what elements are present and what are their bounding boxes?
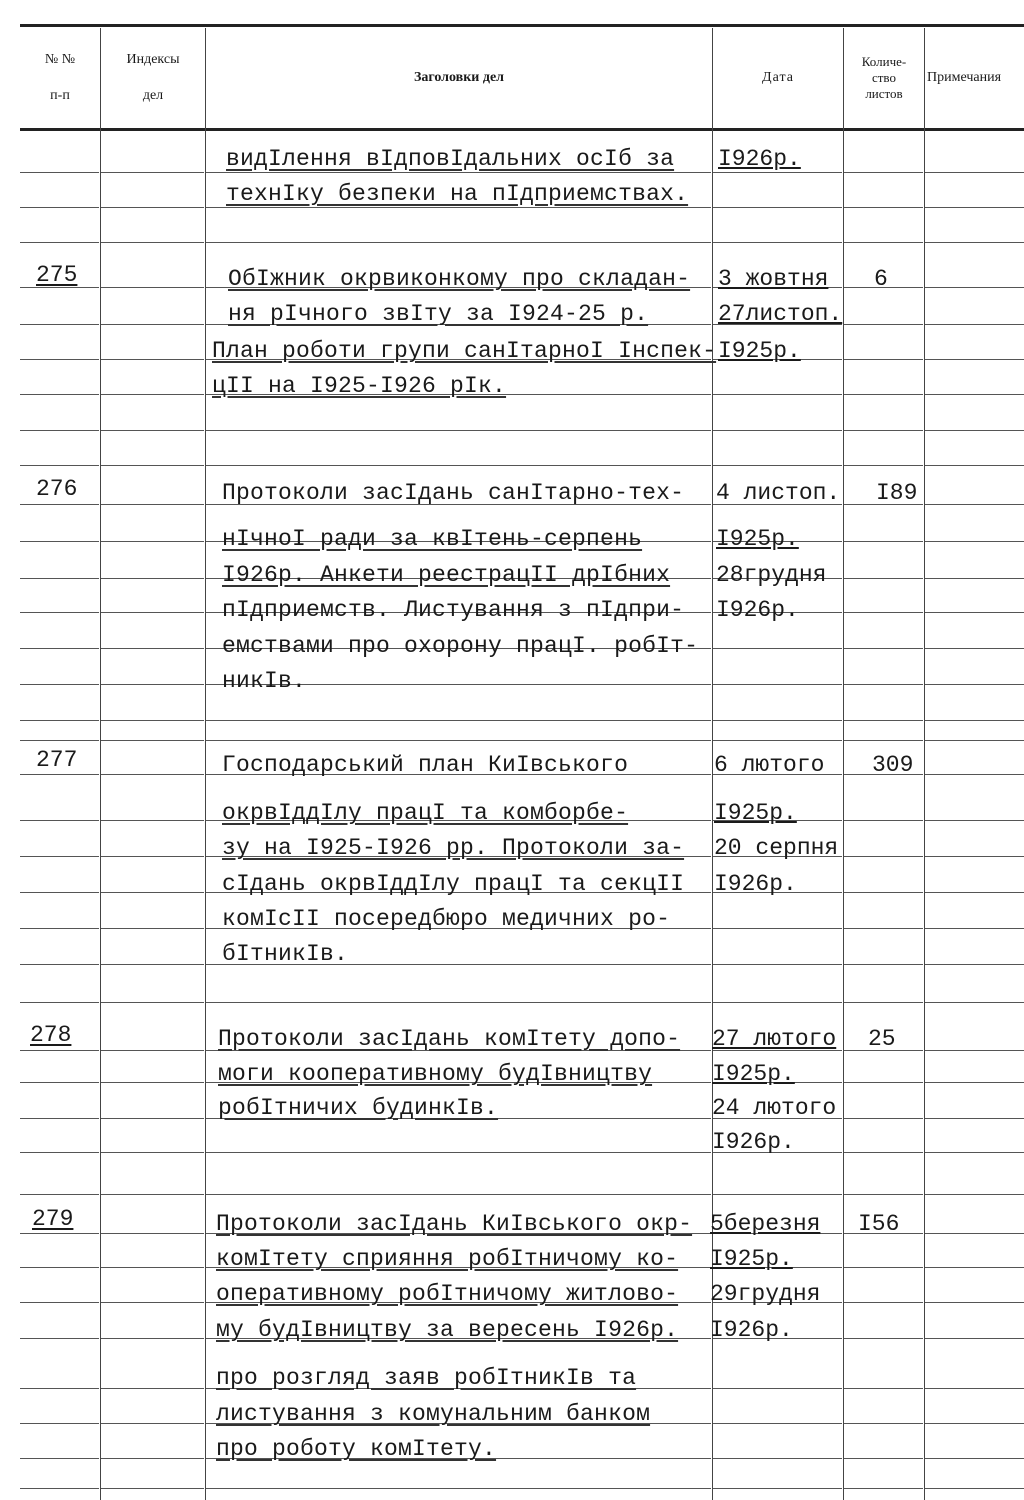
entry-date: I925р. bbox=[718, 338, 801, 364]
ruled-line bbox=[101, 359, 204, 360]
ruled-line bbox=[101, 892, 204, 893]
ruled-line bbox=[20, 1388, 99, 1389]
entry-date: 24 лютого bbox=[712, 1095, 837, 1121]
ruled-line bbox=[844, 1267, 923, 1268]
ruled-line bbox=[206, 207, 711, 208]
ruled-line bbox=[101, 612, 204, 613]
ruled-line bbox=[925, 648, 1024, 649]
ruled-line bbox=[844, 1118, 923, 1119]
ruled-line bbox=[925, 172, 1024, 173]
ruled-line bbox=[844, 1152, 923, 1153]
ruled-line bbox=[925, 964, 1024, 965]
column-divider bbox=[843, 28, 844, 1500]
entry-date: I925р. bbox=[710, 1246, 793, 1272]
entry-title-line: листування з комунальним банком bbox=[216, 1401, 651, 1427]
ruled-line bbox=[20, 774, 99, 775]
ruled-line bbox=[713, 648, 842, 649]
ruled-line bbox=[206, 740, 711, 741]
entry-date: I925р. bbox=[714, 800, 797, 826]
ruled-line bbox=[20, 1338, 99, 1339]
header-index-column bbox=[101, 28, 205, 128]
header-title-label: Заголовки дел bbox=[413, 70, 505, 85]
header-notes-label: Примечания bbox=[927, 70, 1002, 85]
ruled-line bbox=[206, 465, 711, 466]
ruled-line bbox=[101, 856, 204, 857]
ruled-line bbox=[925, 1002, 1024, 1003]
ruled-line bbox=[20, 394, 99, 395]
ruled-line bbox=[20, 648, 99, 649]
ruled-line bbox=[844, 1458, 923, 1459]
ruled-line bbox=[20, 172, 99, 173]
header-number-label: № № bbox=[44, 52, 76, 67]
ruled-line bbox=[20, 1423, 99, 1424]
ruled-line bbox=[101, 578, 204, 579]
ruled-line bbox=[713, 720, 842, 721]
ruled-line bbox=[101, 1002, 204, 1003]
ruled-line bbox=[713, 928, 842, 929]
entry-title-line: му будIвництву за вересень I926р. bbox=[216, 1317, 679, 1343]
ruled-line bbox=[20, 1082, 99, 1083]
ruled-line bbox=[925, 1338, 1024, 1339]
continuation-line: видIлення вIдповIдальних осIб за bbox=[226, 146, 675, 172]
ruled-line bbox=[713, 1488, 842, 1489]
ruled-line bbox=[20, 1233, 99, 1234]
ruled-line bbox=[101, 430, 204, 431]
ruled-line bbox=[925, 740, 1024, 741]
ruled-line bbox=[844, 684, 923, 685]
entry-number: 278 bbox=[30, 1022, 72, 1048]
ruled-line bbox=[101, 172, 204, 173]
ruled-line bbox=[713, 465, 842, 466]
ruled-line bbox=[925, 1152, 1024, 1153]
ruled-line bbox=[101, 1118, 204, 1119]
ruled-line bbox=[844, 740, 923, 741]
ruled-line bbox=[20, 430, 99, 431]
entry-sheet-count: 6 bbox=[874, 266, 888, 292]
entry-title-line: про роботу комIтету. bbox=[216, 1436, 497, 1462]
ruled-line bbox=[844, 1302, 923, 1303]
ruled-line bbox=[20, 504, 99, 505]
ruled-line bbox=[20, 1194, 99, 1195]
ruled-line bbox=[844, 324, 923, 325]
ruled-line bbox=[925, 541, 1024, 542]
entry-sheet-count: 25 bbox=[868, 1026, 896, 1052]
ruled-line bbox=[844, 394, 923, 395]
ruled-line bbox=[925, 1302, 1024, 1303]
ruled-line bbox=[925, 287, 1024, 288]
ruled-line bbox=[20, 242, 99, 243]
ruled-line bbox=[844, 856, 923, 857]
ruled-line bbox=[101, 1194, 204, 1195]
entry-title-line: комIтету сприяння робIтничому ко- bbox=[216, 1246, 679, 1272]
ruled-line bbox=[20, 465, 99, 466]
entry-title-line: ня рIчного звIту за I924-25 р. bbox=[228, 301, 649, 327]
ruled-line bbox=[844, 1194, 923, 1195]
entry-date: I926р. bbox=[714, 871, 797, 897]
entry-title-line: моги кооперативному будIвництву bbox=[218, 1061, 653, 1087]
ruled-line bbox=[713, 1423, 842, 1424]
ruled-line bbox=[101, 1388, 204, 1389]
entry-date: 27 лютого bbox=[712, 1026, 837, 1052]
ruled-line bbox=[101, 928, 204, 929]
ruled-line bbox=[206, 430, 711, 431]
ruled-line bbox=[101, 964, 204, 965]
entry-title-line: Протоколи засIдань комIтету допо- bbox=[218, 1026, 681, 1052]
entry-number: 277 bbox=[36, 747, 78, 773]
ruled-line bbox=[713, 172, 842, 173]
header-count-label-3: листов bbox=[865, 86, 903, 101]
ruled-line bbox=[713, 394, 842, 395]
ruled-line bbox=[925, 1423, 1024, 1424]
ruled-line bbox=[844, 1388, 923, 1389]
ruled-line bbox=[101, 740, 204, 741]
ruled-line bbox=[925, 465, 1024, 466]
ruled-line bbox=[101, 648, 204, 649]
ruled-line bbox=[925, 207, 1024, 208]
ruled-line bbox=[925, 684, 1024, 685]
column-divider bbox=[100, 28, 101, 1500]
header-count-label-2: ство bbox=[871, 70, 896, 85]
ruled-line bbox=[101, 1458, 204, 1459]
ruled-line bbox=[713, 1002, 842, 1003]
header-number-column bbox=[20, 28, 100, 128]
ruled-line bbox=[925, 1233, 1024, 1234]
ruled-line bbox=[20, 1488, 99, 1489]
ruled-line bbox=[20, 359, 99, 360]
ruled-line bbox=[844, 648, 923, 649]
ruled-line bbox=[206, 242, 711, 243]
ruled-line bbox=[20, 1458, 99, 1459]
ruled-line bbox=[101, 820, 204, 821]
entry-date: I926р. bbox=[712, 1129, 795, 1155]
ruled-line bbox=[713, 1388, 842, 1389]
ruled-line bbox=[713, 684, 842, 685]
ruled-line bbox=[20, 1002, 99, 1003]
ruled-line bbox=[925, 1267, 1024, 1268]
ruled-line bbox=[101, 774, 204, 775]
header-bottom-rule bbox=[20, 128, 1024, 131]
ruled-line bbox=[20, 1118, 99, 1119]
ruled-line bbox=[925, 242, 1024, 243]
ruled-line bbox=[844, 242, 923, 243]
entry-title-line: емствами про охорону працI. робIт- bbox=[222, 633, 699, 659]
entry-date: I926р. bbox=[710, 1317, 793, 1343]
ruled-line bbox=[844, 612, 923, 613]
ruled-line bbox=[925, 928, 1024, 929]
entry-title-line: робIтничих будинкIв. bbox=[218, 1095, 499, 1121]
ruled-line bbox=[844, 541, 923, 542]
header-date-column bbox=[713, 28, 843, 128]
continuation-date: I926р. bbox=[718, 146, 801, 172]
column-divider bbox=[924, 28, 925, 1500]
ruled-line bbox=[101, 1338, 204, 1339]
entry-title-line: Господарський план КиIвського bbox=[222, 752, 629, 778]
ruled-line bbox=[20, 856, 99, 857]
ruled-line bbox=[844, 964, 923, 965]
ruled-line bbox=[101, 465, 204, 466]
ruled-line bbox=[925, 504, 1024, 505]
ruled-line bbox=[101, 324, 204, 325]
ruled-line bbox=[925, 612, 1024, 613]
entry-sheet-count: 309 bbox=[872, 752, 914, 778]
ruled-line bbox=[20, 578, 99, 579]
entry-number: 276 bbox=[36, 476, 78, 502]
entry-title-line: Протоколи засIдань КиIвського окр- bbox=[216, 1211, 693, 1237]
ruled-line bbox=[713, 207, 842, 208]
header-title-column bbox=[206, 28, 712, 128]
ruled-line bbox=[20, 541, 99, 542]
ruled-line bbox=[20, 1152, 99, 1153]
ruled-line bbox=[844, 1338, 923, 1339]
entry-date: 29грудня bbox=[710, 1281, 821, 1307]
column-divider bbox=[205, 28, 206, 1500]
ruled-line bbox=[101, 1050, 204, 1051]
entry-title-line: пIдприемств. Листування з пIдпри- bbox=[222, 597, 685, 623]
ruled-line bbox=[844, 1082, 923, 1083]
ruled-line bbox=[20, 684, 99, 685]
ruled-line bbox=[101, 1152, 204, 1153]
entry-title-line: комIсII посередбюро медичних ро- bbox=[222, 906, 671, 932]
ruled-line bbox=[844, 892, 923, 893]
ruled-line bbox=[713, 964, 842, 965]
ruled-line bbox=[20, 892, 99, 893]
ruled-line bbox=[713, 1458, 842, 1459]
ruled-line bbox=[925, 1458, 1024, 1459]
ruled-line bbox=[844, 172, 923, 173]
ruled-line bbox=[101, 287, 204, 288]
ruled-line bbox=[101, 1488, 204, 1489]
ruled-line bbox=[925, 430, 1024, 431]
entry-sheet-count: I56 bbox=[858, 1211, 900, 1237]
ruled-line bbox=[20, 207, 99, 208]
entry-date: 28грудня bbox=[716, 562, 827, 588]
ruled-line bbox=[713, 430, 842, 431]
ruled-line bbox=[20, 1267, 99, 1268]
ruled-line bbox=[20, 820, 99, 821]
entry-title-line: бIтникIв. bbox=[222, 941, 349, 967]
ruled-line bbox=[844, 928, 923, 929]
ruled-line bbox=[925, 1388, 1024, 1389]
ruled-line bbox=[925, 1050, 1024, 1051]
ruled-line bbox=[101, 394, 204, 395]
ruled-line bbox=[844, 1002, 923, 1003]
ruled-line bbox=[713, 1194, 842, 1195]
entry-title-line: Протоколи засIдань санIтарно-тех- bbox=[222, 480, 685, 506]
ruled-line bbox=[206, 1152, 711, 1153]
ruled-line bbox=[206, 1194, 711, 1195]
ruled-line bbox=[20, 1302, 99, 1303]
ruled-line bbox=[20, 720, 99, 721]
ruled-line bbox=[925, 1118, 1024, 1119]
ruled-line bbox=[101, 504, 204, 505]
entry-date: I925р. bbox=[716, 526, 799, 552]
ruled-line bbox=[20, 1050, 99, 1051]
ruled-line bbox=[844, 820, 923, 821]
ruled-line bbox=[101, 541, 204, 542]
ruled-line bbox=[925, 1082, 1024, 1083]
ruled-line bbox=[101, 207, 204, 208]
ruled-line bbox=[20, 964, 99, 965]
entry-number: 279 bbox=[32, 1206, 74, 1232]
ruled-line bbox=[925, 394, 1024, 395]
header-top-rule bbox=[20, 24, 1024, 27]
ruled-line bbox=[101, 1082, 204, 1083]
header-notes-column bbox=[925, 28, 1024, 128]
entry-date: 5березня bbox=[710, 1211, 821, 1237]
ruled-line bbox=[206, 720, 711, 721]
ruled-line bbox=[925, 359, 1024, 360]
ruled-line bbox=[925, 720, 1024, 721]
ruled-line bbox=[20, 740, 99, 741]
header-index-label: Индексы bbox=[126, 52, 180, 67]
ruled-line bbox=[925, 1194, 1024, 1195]
ruled-line bbox=[20, 324, 99, 325]
entry-date: 4 листоп. bbox=[716, 480, 841, 506]
header-count-column bbox=[844, 28, 924, 128]
entry-date: 6 лютого bbox=[714, 752, 825, 778]
entry-title-line: никIв. bbox=[222, 668, 307, 694]
ruled-line bbox=[844, 359, 923, 360]
ruled-line bbox=[206, 1488, 711, 1489]
entry-title-line: окрвIддIлу працI та комборбе- bbox=[222, 800, 629, 826]
ruled-line bbox=[713, 740, 842, 741]
ruled-line bbox=[101, 684, 204, 685]
ruled-line bbox=[925, 578, 1024, 579]
column-divider bbox=[712, 28, 713, 1500]
ruled-line bbox=[20, 928, 99, 929]
ruled-line bbox=[844, 1423, 923, 1424]
ruled-line bbox=[844, 720, 923, 721]
ruled-line bbox=[20, 612, 99, 613]
ruled-line bbox=[844, 1488, 923, 1489]
ruled-line bbox=[101, 242, 204, 243]
ruled-line bbox=[206, 1002, 711, 1003]
entry-title-line: про розгляд заяв робIтникIв та bbox=[216, 1365, 637, 1391]
ruled-line bbox=[925, 774, 1024, 775]
entry-title-line: ОбIжник окрвиконкому про складан- bbox=[228, 266, 691, 292]
ruled-line bbox=[101, 1233, 204, 1234]
entry-title-line: зу на I925-I926 рр. Протоколи за- bbox=[222, 835, 685, 861]
ruled-line bbox=[925, 820, 1024, 821]
entry-date: 3 жовтня bbox=[718, 266, 829, 292]
ruled-line bbox=[101, 1302, 204, 1303]
continuation-line: технIку безпеки на пIдприемствах. bbox=[226, 181, 689, 207]
entry-sheet-count: I89 bbox=[876, 480, 918, 506]
header-number-sublabel: п-п bbox=[50, 88, 70, 103]
ruled-line bbox=[844, 207, 923, 208]
entry-date: I926р. bbox=[716, 597, 799, 623]
entry-date: I925р. bbox=[712, 1061, 795, 1087]
entry-title-line: сIдань окрвIддIлу працI та секцII bbox=[222, 871, 685, 897]
ruled-line bbox=[925, 856, 1024, 857]
ruled-line bbox=[925, 324, 1024, 325]
ruled-line bbox=[844, 430, 923, 431]
ruled-line bbox=[101, 1423, 204, 1424]
ruled-line bbox=[101, 1267, 204, 1268]
ruled-line bbox=[844, 578, 923, 579]
ruled-line bbox=[713, 242, 842, 243]
header-date-label: Дата bbox=[762, 70, 794, 85]
entry-title-line: цII на I925-I926 рIк. bbox=[212, 373, 507, 399]
entry-title-line: нIчноI ради за квIтень-серпень bbox=[222, 526, 643, 552]
ruled-line bbox=[844, 465, 923, 466]
entry-date: 20 серпня bbox=[714, 835, 839, 861]
entry-number: 275 bbox=[36, 262, 78, 288]
ruled-line bbox=[101, 720, 204, 721]
entry-title-line: оперативному робIтничому житлово- bbox=[216, 1281, 679, 1307]
entry-title-line: I926р. Анкети реестрацII дрIбних bbox=[222, 562, 671, 588]
ruled-line bbox=[206, 172, 711, 173]
header-index-sublabel: дел bbox=[142, 88, 164, 103]
ruled-line bbox=[925, 1488, 1024, 1489]
entry-date: 27листоп. bbox=[718, 301, 843, 327]
entry-title-line: План роботи групи санIтарноI Iнспек- bbox=[212, 338, 717, 364]
ruled-line bbox=[925, 892, 1024, 893]
header-count-label-1: Количе- bbox=[861, 54, 907, 69]
